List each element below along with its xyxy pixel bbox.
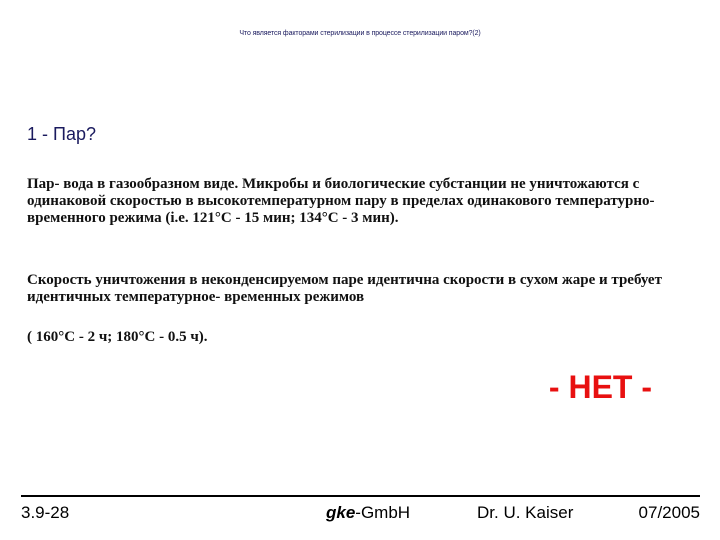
footer-slide-number: 3.9-28 [21, 503, 70, 522]
footer-date: 07/2005 [638, 503, 700, 522]
footer-company-brand: gke [326, 503, 356, 522]
slide-heading: 1 - Пар? [27, 124, 96, 144]
verdict-label: - НЕТ - [548, 369, 652, 405]
paragraph-steam-definition: Пар- вода в газообразном виде. Микробы и биологические субстанции не уничтожаются с одинаковой скоростью в высокотемпературном пару в пределах одинакового температурно-временного режима (i.e. 121°C - 15 мин; 134°C - 3 мин). [27, 176, 655, 226]
slide-header-title: Что является факторами стерилизации в процессе стерилизации паром?(2) [239, 30, 481, 37]
footer-author: Dr. U. Kaiser [477, 503, 574, 522]
paragraph-dry-heat-regime: ( 160°C - 2 ч; 180°C - 0.5 ч). [27, 329, 208, 345]
footer-company [326, 503, 410, 523]
footer-divider [21, 495, 700, 497]
paragraph-noncondensing-steam: Скорость уничтожения в неконденсируемом паре идентична скорости в сухом жаре и требует идентичных температурное- временных режимов [27, 272, 662, 305]
footer-company-suffix: -GmbH [355, 503, 411, 522]
